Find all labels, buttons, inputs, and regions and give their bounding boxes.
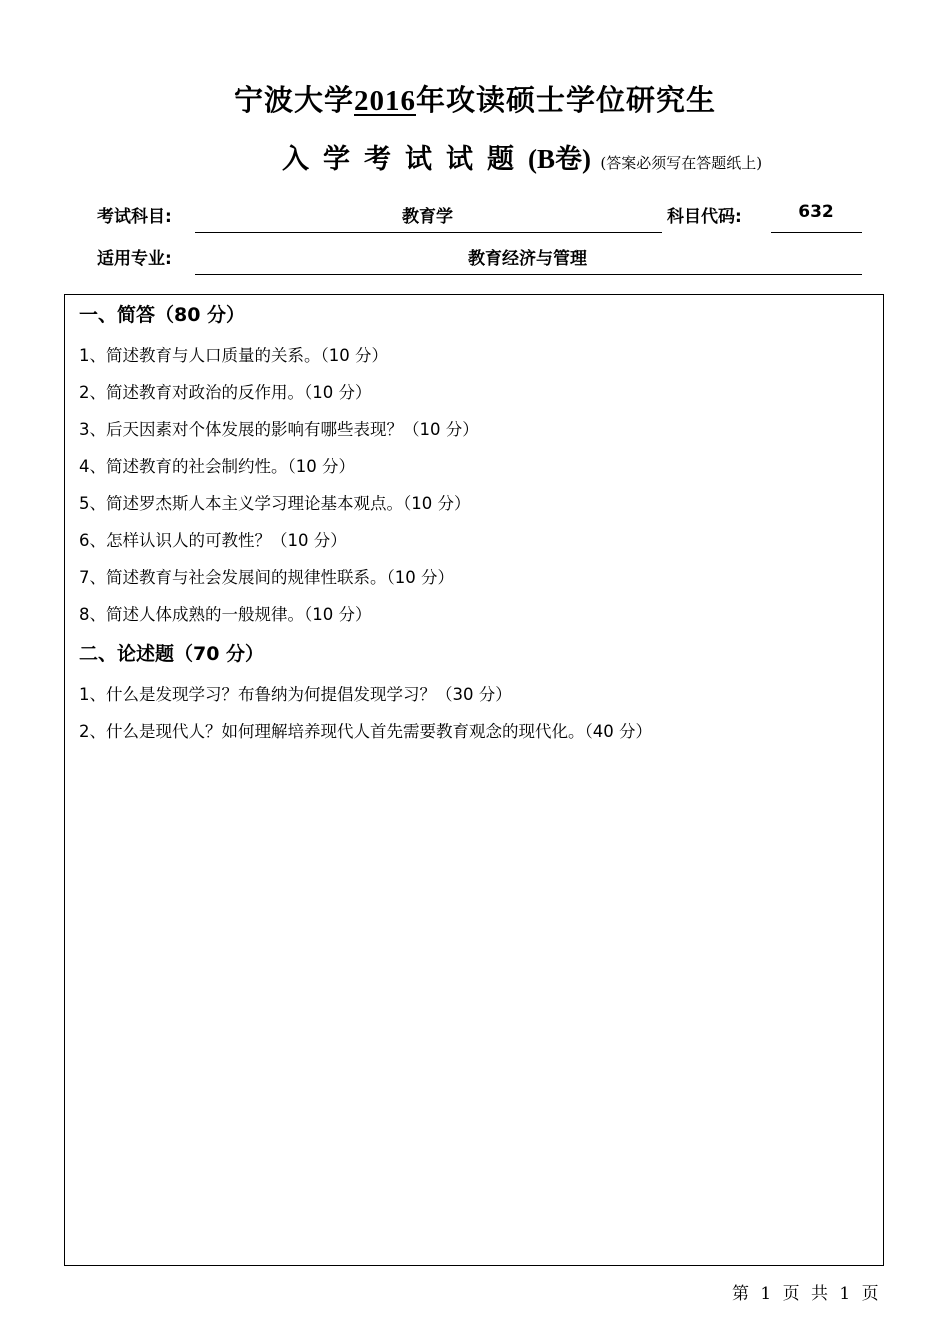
exam-title-line2: [282, 137, 762, 176]
question-item: 6、怎样认识人的可教性？（10 分）: [79, 531, 347, 550]
paper-version: (B卷): [528, 144, 591, 174]
subject-label: 考试科目:: [97, 207, 172, 227]
answer-note: (答案必须写在答题纸上): [600, 154, 763, 172]
question-item: 2、简述教育对政治的反作用。（10 分）: [79, 383, 372, 402]
title-suffix: 年攻读硕士学位研究生: [416, 83, 717, 117]
question-item: 2、什么是现代人？如何理解培养现代人首先需要教育观念的现代化。（40 分）: [79, 722, 652, 741]
questions-box: [64, 294, 884, 1266]
title-prefix: 宁波大学: [233, 83, 354, 117]
exam-year: 2016: [354, 85, 416, 117]
title-entrance-exam: 入学考试试题: [282, 144, 528, 175]
question-item: 5、简述罗杰斯人本主义学习理论基本观点。（10 分）: [79, 494, 471, 513]
subject-underline: [195, 232, 662, 233]
major-value: 教育经济与管理: [468, 249, 587, 269]
code-value: 632: [798, 202, 834, 222]
exam-title-line1: [0, 78, 950, 119]
major-label: 适用专业:: [97, 249, 172, 269]
subject-value: 教育学: [402, 207, 453, 227]
major-underline: [195, 274, 862, 275]
question-item: 8、简述人体成熟的一般规律。（10 分）: [79, 605, 372, 624]
question-item: 1、简述教育与人口质量的关系。（10 分）: [79, 346, 388, 365]
page-number: 第 1 页 共 1 页: [732, 1284, 879, 1304]
question-item: 4、简述教育的社会制约性。（10 分）: [79, 457, 355, 476]
code-underline: [771, 232, 862, 233]
question-item: 7、简述教育与社会发展间的规律性联系。（10 分）: [79, 568, 454, 587]
code-label: 科目代码:: [667, 207, 742, 227]
section-title-short-answer: 一、简答（80 分）: [79, 304, 246, 326]
section-title-essay: 二、论述题（70 分）: [79, 643, 265, 665]
question-item: 3、后天因素对个体发展的影响有哪些表现？（10 分）: [79, 420, 479, 439]
question-item: 1、什么是发现学习？布鲁纳为何提倡发现学习？（30 分）: [79, 685, 512, 704]
